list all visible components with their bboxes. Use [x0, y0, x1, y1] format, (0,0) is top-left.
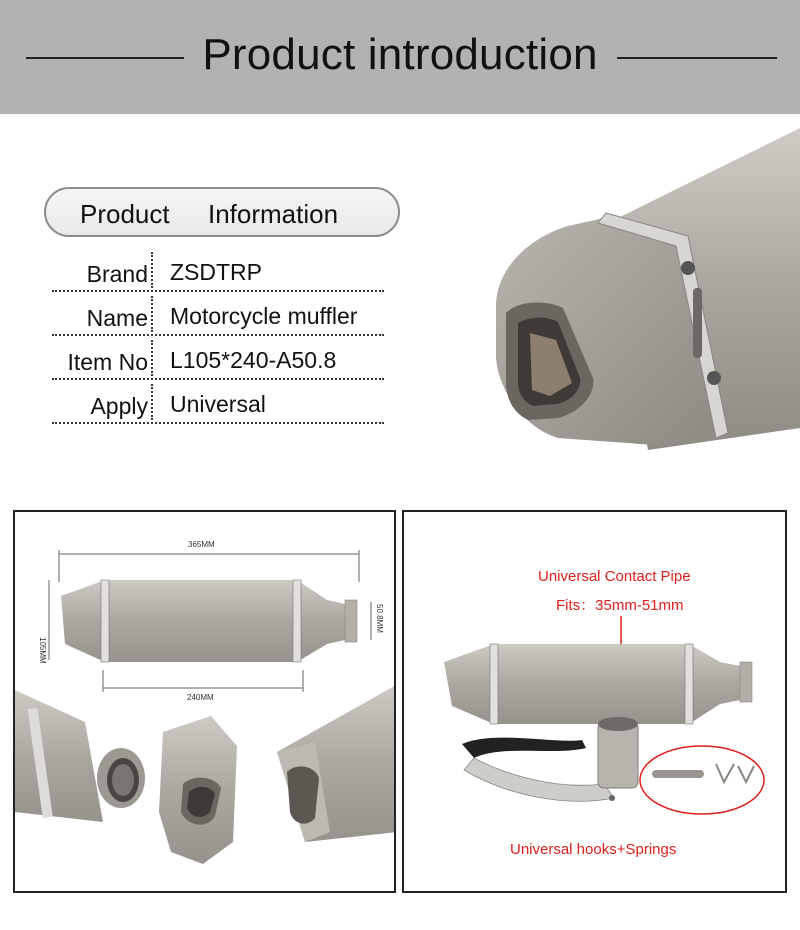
contact-pipe-label: Universal Contact Pipe [538, 568, 691, 585]
spec-separator [151, 296, 153, 332]
dimension-height: 105MM [38, 637, 47, 664]
header-band [0, 0, 800, 114]
spec-value: Motorcycle muffler [170, 303, 358, 329]
page-title: Product introduction [202, 30, 598, 79]
product-information-heading [44, 187, 400, 237]
spec-row-name [52, 292, 384, 336]
dimension-body-length: 240MM [187, 693, 214, 702]
spec-label: Apply [90, 393, 148, 419]
accessories-panel [402, 510, 787, 893]
header-divider-right [617, 57, 777, 59]
spec-separator [151, 340, 153, 376]
dimension-total-length: 365MM [188, 540, 215, 549]
dimensions-panel [13, 510, 396, 893]
spec-label: Brand [86, 261, 148, 287]
spec-row-brand [52, 248, 384, 292]
spec-value: ZSDTRP [170, 259, 262, 285]
spec-label: Item No [67, 349, 148, 375]
spec-separator [151, 384, 153, 420]
spec-label: Name [86, 305, 148, 331]
fits-label: Fits：35mm-51mm [556, 597, 684, 614]
spec-separator [151, 252, 153, 288]
spec-value: L105*240-A50.8 [170, 347, 337, 373]
spec-row-apply [52, 380, 384, 424]
spec-row-item-no [52, 336, 384, 380]
heading-word-information: Information [208, 199, 339, 229]
muffler-accessory-view [444, 644, 740, 724]
spec-value: Universal [170, 391, 266, 417]
dimension-outlet-diameter: 50.8MM [375, 604, 384, 633]
heading-word-product: Product [80, 199, 170, 229]
muffler-hero-image [488, 128, 800, 458]
hooks-springs-label: Universal hooks+Springs [510, 841, 677, 858]
